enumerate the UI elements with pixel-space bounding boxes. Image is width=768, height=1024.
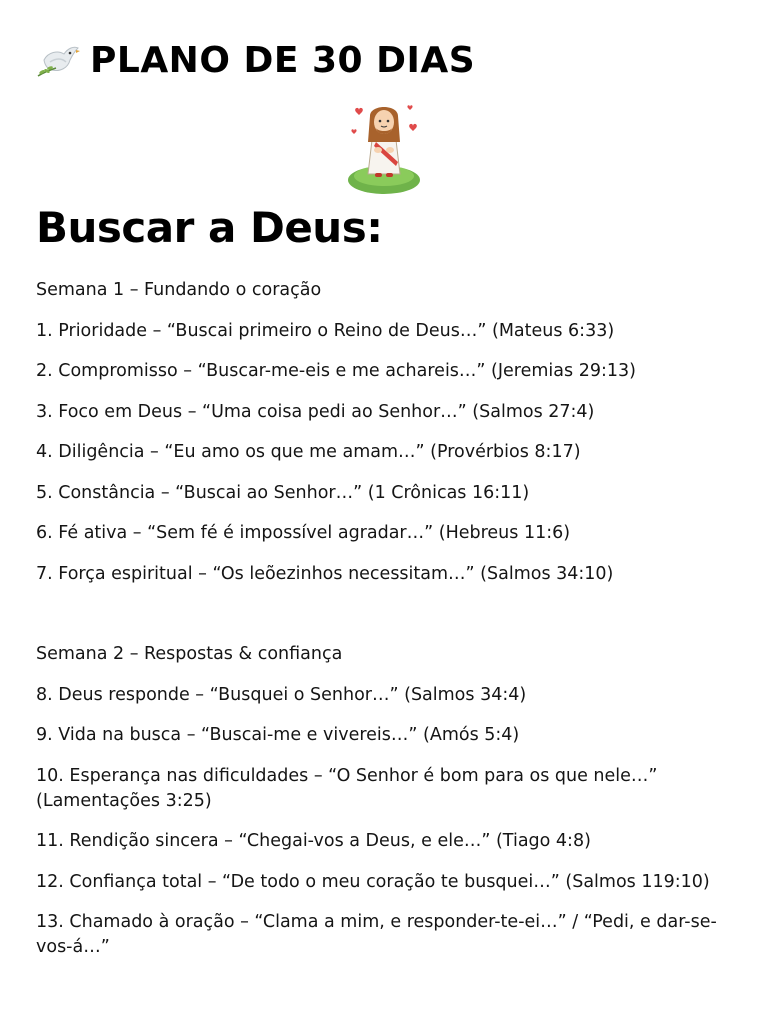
list-item: 4. Diligência – “Eu amo os que me amam…” (Provérbios 8:17) <box>36 442 581 462</box>
list-item: 11. Rendição sincera – “Chegai-vos a Deus, e ele…” (Tiago 4:8) <box>36 831 591 851</box>
list-item: 13. Chamado à oração – “Clama a mim, e responder-te-ei…” / “Pedi, e dar-se-vos-á…” <box>36 912 717 957</box>
reading-plan <box>36 278 736 976</box>
jesus-illustration-icon <box>344 98 424 198</box>
page-title: PLANO DE 30 DIAS <box>90 39 476 81</box>
week-title: Semana 1 – Fundando o coração <box>36 280 322 300</box>
list-item: 3. Foco em Deus – “Uma coisa pedi ao Senhor…” (Salmos 27:4) <box>36 401 595 422</box>
list-item: 2. Compromisso – “Buscar-me-eis e me achareis…” (Jeremias 29:13) <box>36 361 636 381</box>
list-item: 6. Fé ativa – “Sem fé é impossível agradar…” (Hebreus 11:6) <box>36 523 571 543</box>
list-item: 8. Deus responde – “Busquei o Senhor…” (Salmos 34:4) <box>36 684 527 705</box>
list-item: 10. Esperança nas dificuldades – “O Senhor é bom para os que nele…” (Lamentações 3:25) <box>36 765 658 811</box>
spacer <box>36 602 736 642</box>
list-item: 5. Constância – “Buscai ao Senhor…” (1 Crônicas 16:11) <box>36 482 530 503</box>
list-item: 12. Confiança total – “De todo o meu coração te busquei…” (Salmos 119:10) <box>36 871 710 892</box>
list-item: 1. Prioridade – “Buscai primeiro o Reino de Deus…” (Mateus 6:33) <box>36 320 615 341</box>
list-item: 7. Força espiritual – “Os leõezinhos necessitam…” (Salmos 34:10) <box>36 563 614 584</box>
list-item: 9. Vida na busca – “Buscai-me e vivereis…” (Amós 5:4) <box>36 725 520 745</box>
document-header <box>36 36 475 84</box>
week-title: Semana 2 – Respostas & confiança <box>36 644 343 664</box>
dove-icon <box>36 38 80 82</box>
section-heading: Buscar a Deus: <box>36 203 383 252</box>
